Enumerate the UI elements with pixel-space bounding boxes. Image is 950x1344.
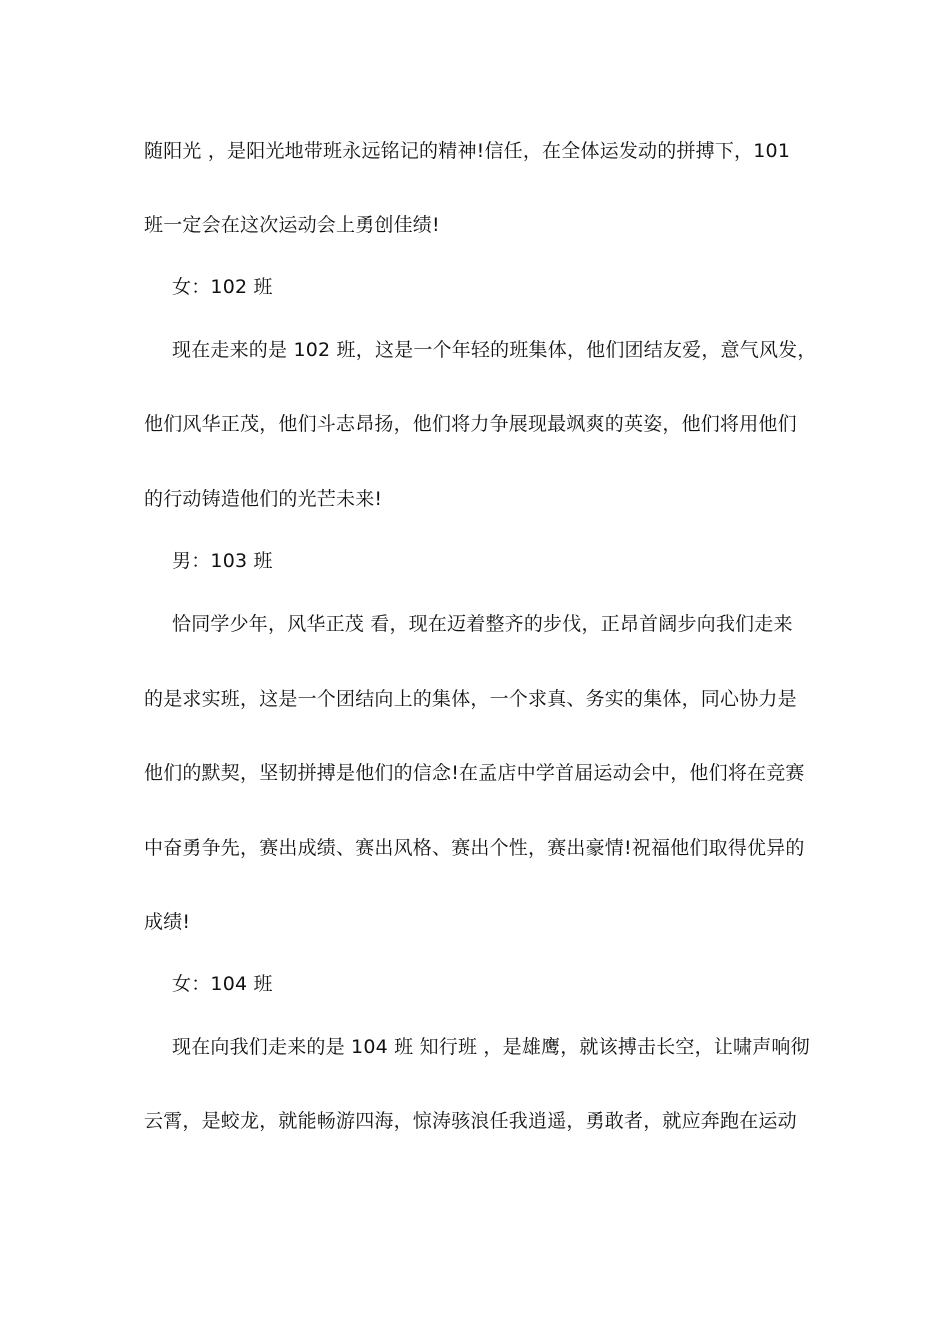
speaker-heading-102: 女：102 班 xyxy=(172,276,273,298)
text-line-12: 成绩! xyxy=(144,911,191,933)
text-line-5: 他们风华正茂，他们斗志昂扬，他们将力争展现最飒爽的英姿，他们将用他们 xyxy=(144,413,797,435)
text-line-2: 班一定会在这次运动会上勇创佳绩! xyxy=(144,214,440,236)
text-line-10: 他们的默契，坚韧拼搏是他们的信念!在孟店中学首届运动会中，他们将在竞赛 xyxy=(144,762,805,784)
text-line-15: 云霄，是蛟龙，就能畅游四海，惊涛骇浪任我逍遥，勇敢者，就应奔跑在运动 xyxy=(144,1110,797,1132)
speaker-heading-104: 女：104 班 xyxy=(172,973,273,995)
text-line-8: 恰同学少年，风华正茂 看，现在迈着整齐的步伐，正昂首阔步向我们走来 xyxy=(172,613,793,635)
text-line-11: 中奋勇争先，赛出成绩、赛出风格、赛出个性，赛出豪情!祝福他们取得优异的 xyxy=(144,837,805,859)
text-line-9: 的是求实班，这是一个团结向上的集体，一个求真、务实的集体，同心协力是 xyxy=(144,688,797,710)
text-line-6: 的行动铸造他们的光芒未来! xyxy=(144,488,383,510)
text-line-14: 现在向我们走来的是 104 班 知行班 ，是雄鹰，就该搏击长空，让啸声响彻 xyxy=(172,1036,810,1058)
text-line-1: 随阳光 ，是阳光地带班永远铭记的精神!信任，在全体运发动的拼搏下，101 xyxy=(144,140,791,162)
text-line-4: 现在走来的是 102 班，这是一个年轻的班集体，他们团结友爱，意气风发， xyxy=(172,339,817,361)
speaker-heading-103: 男：103 班 xyxy=(172,550,273,572)
